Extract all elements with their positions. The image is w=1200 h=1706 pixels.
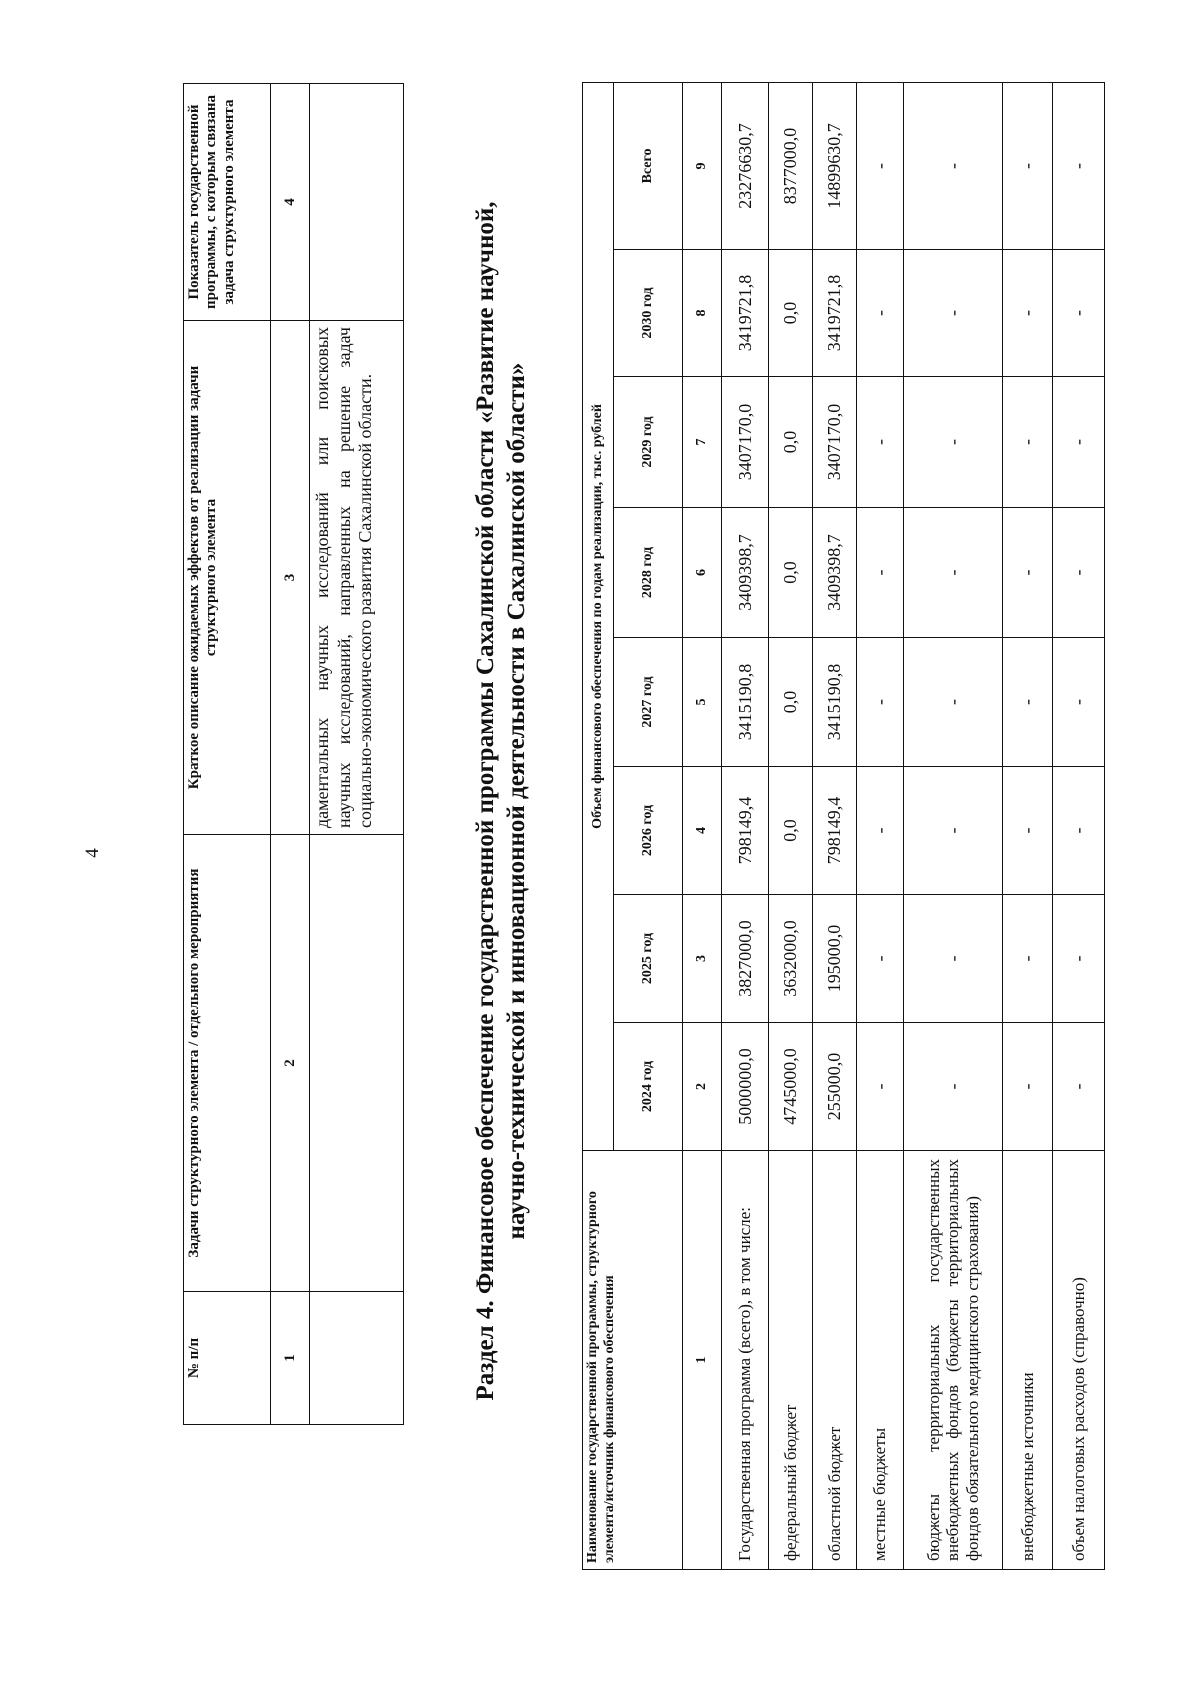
value-cell: 0,0 xyxy=(769,638,813,767)
funding-colnum: 4 xyxy=(683,767,722,895)
total-cell: 23276630,7 xyxy=(722,82,769,249)
total-header: Всего xyxy=(614,82,683,249)
tasks-header-num: № п/п xyxy=(184,1292,271,1425)
table-row xyxy=(1003,82,1053,1569)
value-cell: 3409398,7 xyxy=(813,508,857,638)
row-label: местные бюджеты xyxy=(857,1151,904,1570)
year-header: 2027 год xyxy=(614,638,683,767)
year-header: 2024 год xyxy=(614,1023,683,1151)
total-cell: - xyxy=(1053,82,1105,249)
value-cell: - xyxy=(857,1023,904,1151)
effects-line: социально-экономического развития Сахалинской области. xyxy=(355,373,376,828)
value-cell: 3419721,8 xyxy=(813,250,857,377)
year-header: 2029 год xyxy=(614,377,683,508)
value-cell: - xyxy=(1003,638,1053,767)
table-row xyxy=(857,82,904,1569)
tasks-header-indicator: Показатель государственной программы, с которым связана задача структурного элемента xyxy=(184,84,271,321)
value-cell: - xyxy=(857,638,904,767)
value-cell: - xyxy=(904,250,1003,377)
table-row xyxy=(769,82,813,1569)
value-cell: 4745000,0 xyxy=(769,1023,813,1151)
year-header: 2025 год xyxy=(614,895,683,1023)
row-label: бюджеты территориальных государственных внебюджетных фондов (бюджеты территориальных фондов обязательного медицинского страхования) xyxy=(904,1151,1003,1570)
value-cell: 3419721,8 xyxy=(722,250,769,377)
value-cell: 3415190,8 xyxy=(813,638,857,767)
tasks-empty-cell xyxy=(310,835,404,1292)
value-cell: 195000,0 xyxy=(813,895,857,1023)
tasks-colnum: 2 xyxy=(271,835,310,1292)
value-cell: - xyxy=(857,508,904,638)
value-cell: - xyxy=(857,377,904,508)
tasks-empty-cell xyxy=(310,1292,404,1425)
value-cell: 3827000,0 xyxy=(722,895,769,1023)
value-cell: 3415190,8 xyxy=(722,638,769,767)
tasks-colnum: 4 xyxy=(271,84,310,321)
value-cell: - xyxy=(857,250,904,377)
funding-header-group: Объем финансового обеспечения по годам реализации, тыс. рублей xyxy=(583,82,614,1150)
value-cell: - xyxy=(1003,895,1053,1023)
value-cell: - xyxy=(904,638,1003,767)
funding-colnum: 5 xyxy=(683,638,722,767)
value-cell: 3407170,0 xyxy=(722,377,769,508)
row-label: Государственная программа (всего), в том числе: xyxy=(722,1151,769,1570)
value-cell: - xyxy=(1053,250,1105,377)
funding-colnum: 7 xyxy=(683,377,722,508)
value-cell: 798149,4 xyxy=(722,767,769,895)
value-cell: - xyxy=(1003,377,1053,508)
value-cell: - xyxy=(1053,895,1105,1023)
value-cell: - xyxy=(1053,377,1105,508)
value-cell: - xyxy=(1003,508,1053,638)
effects-line: даментальных научных исследований или поисковых xyxy=(312,327,332,828)
value-cell: - xyxy=(1053,508,1105,638)
funding-colnum: 3 xyxy=(683,895,722,1023)
value-cell: - xyxy=(1053,767,1105,895)
year-header: 2026 год xyxy=(614,767,683,895)
tasks-column-numbers-row xyxy=(271,84,310,1425)
table-row xyxy=(722,82,769,1569)
funding-header-name: Наименование государственной программы, структурного элемента/источник финансового обеспечения xyxy=(583,1151,683,1570)
value-cell: - xyxy=(1003,250,1053,377)
table-row xyxy=(904,82,1003,1569)
funding-header-row xyxy=(583,82,614,1569)
value-cell: 5000000,0 xyxy=(722,1023,769,1151)
table-row xyxy=(813,82,857,1569)
year-header: 2028 год xyxy=(614,508,683,638)
tasks-header-row xyxy=(184,84,271,1425)
tasks-colnum: 1 xyxy=(271,1292,310,1425)
value-cell: - xyxy=(1003,1023,1053,1151)
row-label: федеральный бюджет xyxy=(769,1151,813,1570)
value-cell: 3632000,0 xyxy=(769,895,813,1023)
value-cell: - xyxy=(904,1023,1003,1151)
value-cell: - xyxy=(904,508,1003,638)
tasks-header-task: Задачи структурного элемента / отдельного мероприятия xyxy=(184,835,271,1292)
row-label: областной бюджет xyxy=(813,1151,857,1570)
page-number: 4 xyxy=(82,848,103,858)
value-cell: 255000,0 xyxy=(813,1023,857,1151)
total-cell: 8377000,0 xyxy=(769,82,813,249)
value-cell: - xyxy=(904,895,1003,1023)
row-label: объем налоговых расходов (справочно) xyxy=(1053,1151,1105,1570)
funding-colnum: 6 xyxy=(683,508,722,638)
total-cell: 14899630,7 xyxy=(813,82,857,249)
tasks-continuation-row xyxy=(310,84,404,1425)
value-cell: - xyxy=(904,767,1003,895)
funding-column-numbers-row xyxy=(683,82,722,1569)
total-cell: - xyxy=(857,82,904,249)
year-header: 2030 год xyxy=(614,250,683,377)
value-cell: - xyxy=(857,767,904,895)
total-cell: - xyxy=(904,82,1003,249)
value-cell: 3409398,7 xyxy=(722,508,769,638)
tasks-colnum: 3 xyxy=(271,321,310,835)
value-cell: 0,0 xyxy=(769,250,813,377)
row-label: внебюджетные источники xyxy=(1003,1151,1053,1570)
total-cell: - xyxy=(1003,82,1053,249)
funding-colnum: 1 xyxy=(683,1151,722,1570)
table-row xyxy=(1053,82,1105,1569)
section-title-line: Раздел 4. Финансовое обеспечение государственной программы Сахалинской области «Развитие научной, xyxy=(472,201,499,1401)
effects-description xyxy=(310,321,404,835)
value-cell: 0,0 xyxy=(769,377,813,508)
section-title-line: научно-технической и инновационной деятельности в Сахалинской области» xyxy=(503,362,531,1240)
value-cell: 3407170,0 xyxy=(813,377,857,508)
tasks-header-effects: Краткое описание ожидаемых эффектов от реализации задачи структурного элемента xyxy=(184,321,271,835)
value-cell: - xyxy=(1053,1023,1105,1151)
section-title xyxy=(470,86,533,1516)
value-cell: - xyxy=(857,895,904,1023)
value-cell: 0,0 xyxy=(769,508,813,638)
value-cell: 798149,4 xyxy=(813,767,857,895)
funding-colnum: 9 xyxy=(683,82,722,249)
value-cell: - xyxy=(1003,767,1053,895)
effects-line: научных исследований, направленных на решение задач xyxy=(333,327,354,828)
funding-table xyxy=(582,82,1105,1570)
value-cell: - xyxy=(904,377,1003,508)
tasks-table xyxy=(183,83,404,1425)
tasks-empty-cell xyxy=(310,84,404,321)
value-cell: - xyxy=(1053,638,1105,767)
funding-colnum: 2 xyxy=(683,1023,722,1151)
value-cell: 0,0 xyxy=(769,767,813,895)
funding-colnum: 8 xyxy=(683,250,722,377)
